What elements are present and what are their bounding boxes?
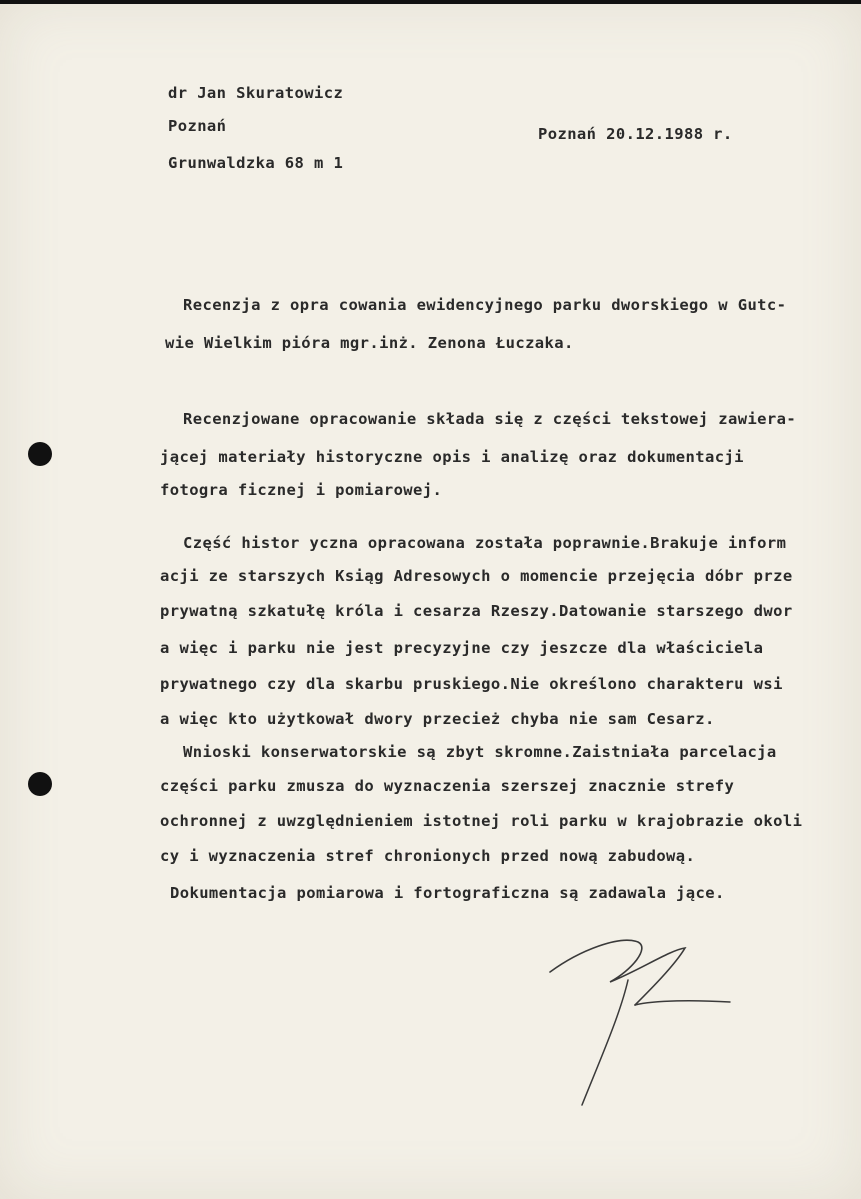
sender-address: Grunwaldzka 68 m 1	[168, 154, 344, 172]
title-line: Recenzja z opra cowania ewidencyjnego parku dworskiego w Gutc-	[183, 296, 787, 314]
sender-city: Poznań	[168, 117, 227, 135]
paragraph3-line: ochronnej z uwzględnieniem istotnej roli parku w krajobrazie okoli	[160, 812, 803, 830]
paragraph3-line: Dokumentacja pomiarowa i fortograficzna są zadawala jące.	[170, 884, 725, 902]
page-top-edge	[0, 0, 861, 4]
paragraph1-line: fotogra ficznej i pomiarowej.	[160, 481, 443, 499]
paragraph2-line: acji ze starszych Ksiąg Adresowych o momencie przejęcia dóbr prze	[160, 567, 793, 585]
paragraph2-line: a więc i parku nie jest precyzyjne czy jeszcze dla właściciela	[160, 639, 764, 657]
paragraph3-line: Wnioski konserwatorskie są zbyt skromne.Zaistniała parcelacja	[183, 743, 777, 761]
paragraph3-line: części parku zmusza do wyznaczenia szerszej znacznie strefy	[160, 777, 735, 795]
paragraph1-line: Recenzjowane opracowanie składa się z części tekstowej zawiera-	[183, 410, 797, 428]
paragraph2-line: prywatną szkatułę króla i cesarza Rzeszy.Datowanie starszego dwor	[160, 602, 793, 620]
paragraph2-line: a więc kto użytkował dwory przecież chyba nie sam Cesarz.	[160, 710, 715, 728]
title-line: wie Wielkim pióra mgr.inż. Zenona Łuczaka.	[165, 334, 574, 352]
date-line: Poznań 20.12.1988 r.	[538, 125, 733, 143]
paragraph1-line: jącej materiały historyczne opis i analizę oraz dokumentacji	[160, 448, 744, 466]
sender-name: dr Jan Skuratowicz	[168, 84, 344, 102]
paragraph3-line: cy i wyznaczenia stref chronionych przed nową zabudową.	[160, 847, 696, 865]
punch-hole-top	[28, 442, 52, 466]
paragraph2-line: Część histor yczna opracowana została poprawnie.Brakuje inform	[183, 534, 787, 552]
punch-hole-bottom	[28, 772, 52, 796]
handwritten-signature	[540, 920, 740, 1110]
paragraph2-line: prywatnego czy dla skarbu pruskiego.Nie określono charakteru wsi	[160, 675, 783, 693]
